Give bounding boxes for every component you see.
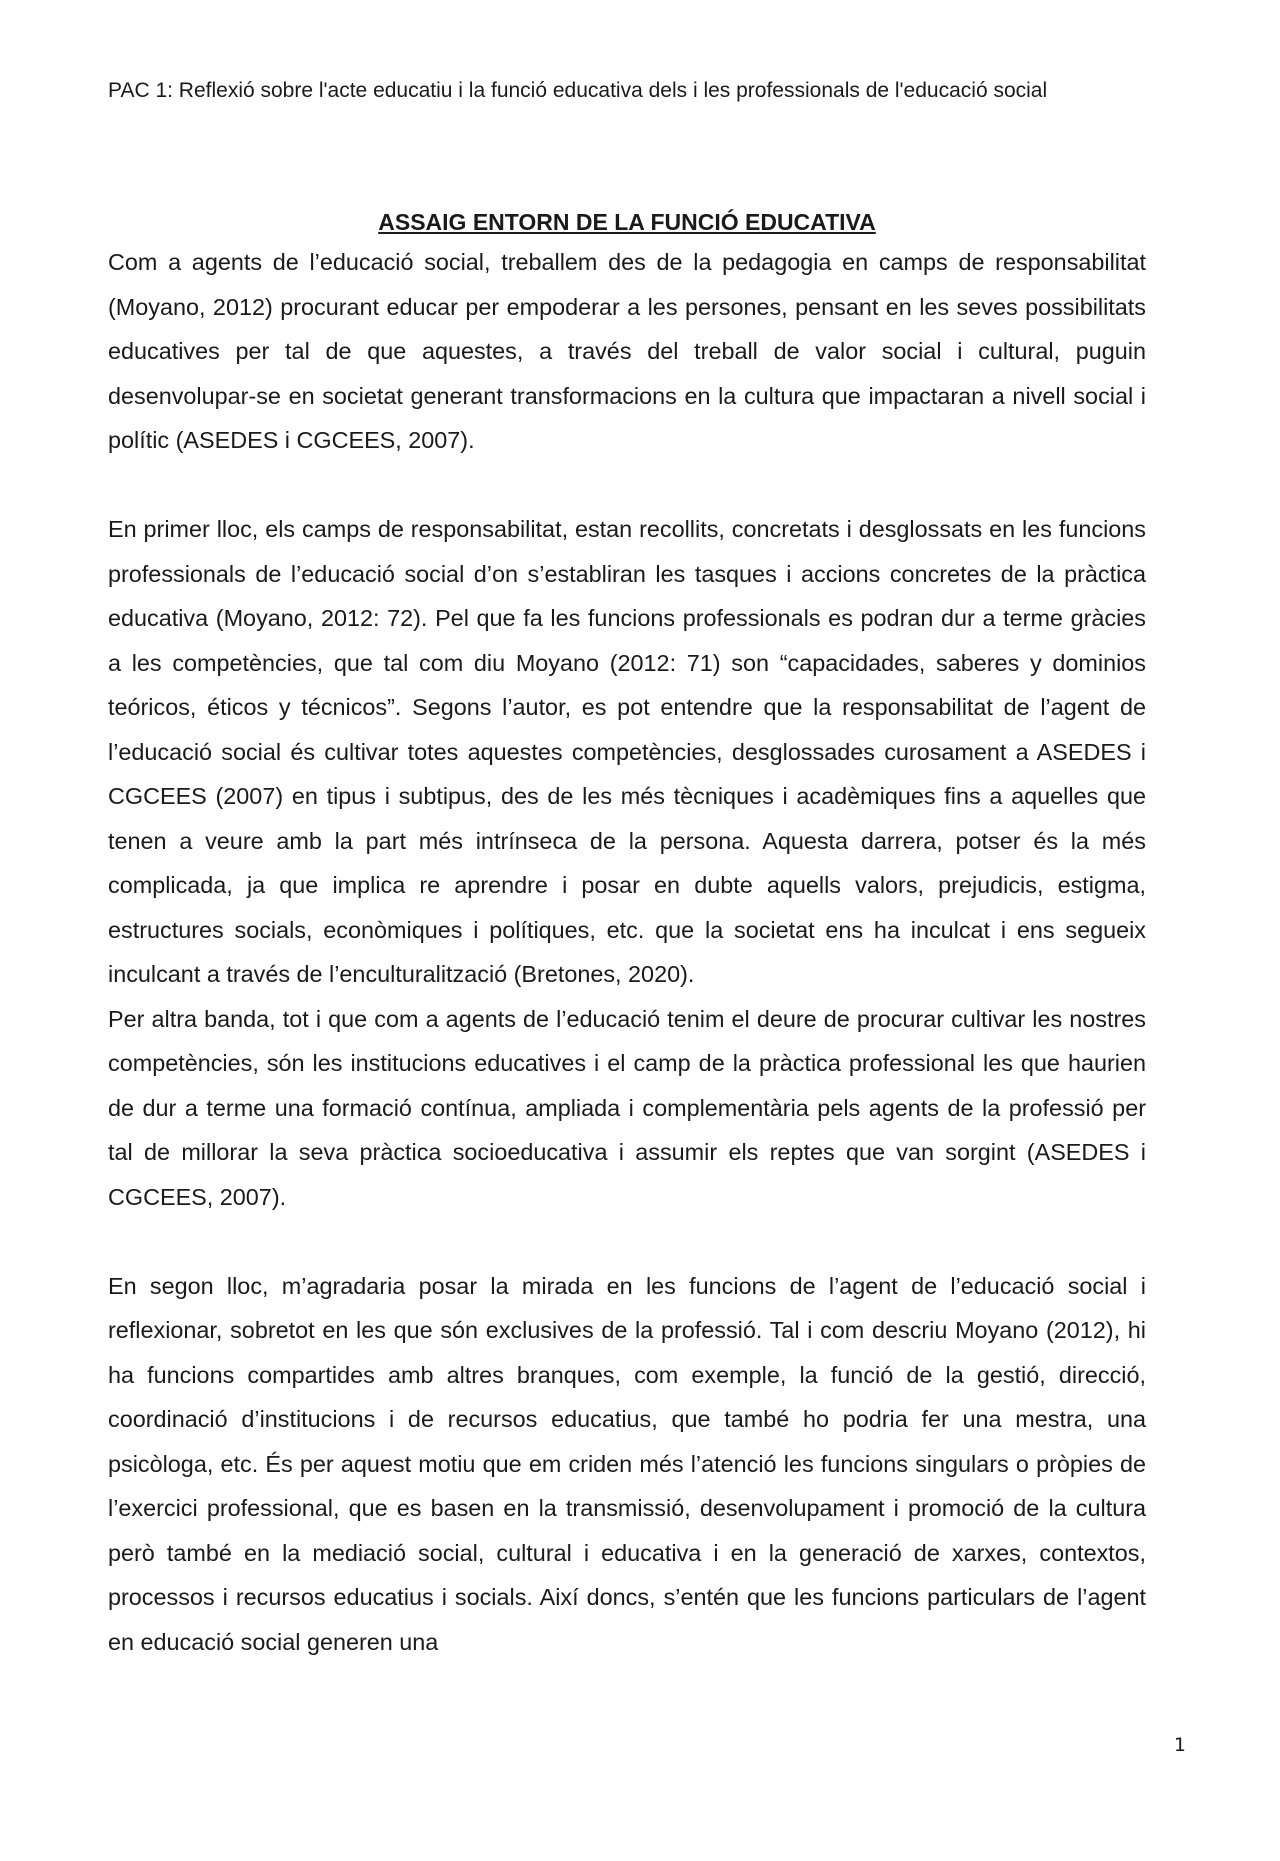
paragraph-intro: Com a agents de l’educació social, treballem des de la pedagogia en camps de responsabilitat (Moyano, 2012) procurant educar per empoderar a les persones, pensant en les seves possibilitats educatives per tal de que aquestes, a través del treball de valor social i cultural, puguin desenvolupar-se en societat generant transformacions en la cultura que impactaran a nivell social i polític (ASEDES i CGCEES, 2007). [108, 249, 1146, 453]
essay-title: ASSAIG ENTORN DE LA FUNCIÓ EDUCATIVA [378, 209, 876, 235]
document-body [108, 206, 1146, 1664]
page-number: 1 [1173, 1734, 1186, 1756]
paragraph-second-point: En segon lloc, m’agradaria posar la mirada en les funcions de l’agent de l’educació social i reflexionar, sobretot en les que són exclusives de la professió. Tal i com descriu Moyano (2012), hi ha funcions compartides amb altres branques, com exemple, la funció de la gestió, direcció, coordinació d’institucions i de recursos educatius, que també ho podria fer una mestra, una psicòloga, etc. És per aquest motiu que em criden més l’atenció les funcions singulars o pròpies de l’exercici professional, que es basen en la transmissió, desenvolupament i promoció de la cultura però també en la mediació social, cultural i educativa i en la generació de xarxes, contextos, processos i recursos educatius i socials. Així doncs, s’entén que les funcions particulars de l’agent en educació social generen una [108, 1272, 1146, 1655]
paragraph-first-point: En primer lloc, els camps de responsabilitat, estan recollits, concretats i desglossats en les funcions professionals de l’educació social d’on s’establiran les tasques i accions concretes de la pràctica educativa (Moyano, 2012: 72). Pel que fa les funcions professionals es podran dur a terme gràcies a les competències, que tal com diu Moyano (2012: 71) son “capacidades, saberes y dominios teóricos, éticos y técnicos”. Segons l’autor, es pot entendre que la responsabilitat de l’agent de l’educació social és cultivar totes aquestes competències, desglossades curosament a ASEDES i CGCEES (2007) en tipus i subtipus, des de les més tècniques i acadèmiques fins a aquelles que tenen a veure amb la part més intrínseca de la persona. Aquesta darrera, potser és la més complicada, ja que implica re aprendre i posar en dubte aquells valors, prejudicis, estigma, estructures socials, econòmiques i polítiques, etc. que la societat ens ha inculcat i ens segueix inculcant a través de l’enculturalització (Bretones, 2020). [108, 516, 1146, 987]
paragraph-other-hand: Per altra banda, tot i que com a agents de l’educació tenim el deure de procurar cultivar les nostres competències, són les institucions educatives i el camp de la pràctica professional les que haurien de dur a terme una formació contínua, ampliada i complementària pels agents de la professió per tal de millorar la seva pràctica socioeducativa i assumir els reptes que van sorgint (ASEDES i CGCEES, 2007). [108, 1005, 1146, 1210]
running-header: PAC 1: Reflexió sobre l'acte educatiu i la funció educativa dels i les professionals de l'educació social [108, 79, 1048, 102]
